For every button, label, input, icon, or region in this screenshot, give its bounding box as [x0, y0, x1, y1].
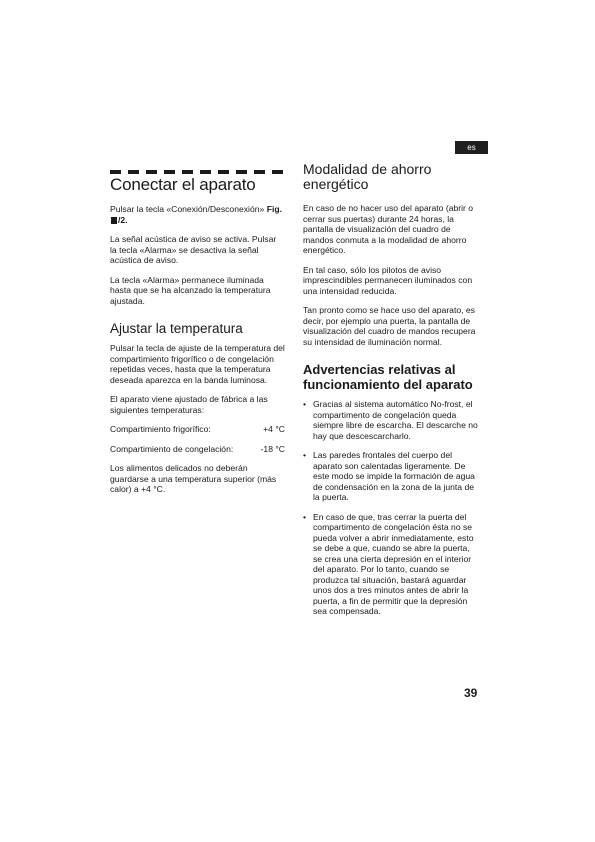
figure-number-box — [111, 217, 117, 224]
temperature-label: Compartimiento frigorífico: — [110, 424, 211, 434]
temperature-value: +4 °C — [263, 424, 285, 434]
temperature-label: Compartimiento de congelación: — [110, 443, 234, 454]
heading-connect-appliance: Conectar el aparato — [110, 175, 256, 194]
delicate-food-paragraph: Los alimentos delicados no deberán guardarse a una temperatura superior (más calor) a +4 °C. — [110, 463, 277, 494]
acoustic-signal-paragraph: La señal acústica de aviso se activa. Pulsar la tecla «Alarma» se desactiva la señal acústica de aviso. — [110, 234, 277, 265]
temperature-row-freezer — [110, 444, 285, 455]
connect-instruction — [110, 204, 285, 225]
list-item-text: En caso de que, tras cerrar la puerta del compartimento de congelación ésta no se pueda volver a abrir inmediatamente, esto se debe a que, cuando se abre la puerta, se crea una cierta depresión en el interior del aparato. Por lo tanto, cuando se produzca tal situación, bastará aguardar unos dos a tres minutos antes de abrir la puerta, a fin de permitir que la depresión sea compensada. — [313, 511, 474, 616]
list-item — [303, 450, 478, 503]
alarm-key-paragraph: La tecla «Alarma» permanece iluminada hasta que se ha alcanzado la temperatura ajustada. — [110, 274, 271, 306]
temperature-value: -18 °C — [260, 443, 285, 454]
list-item-text: Las paredes frontales del cuerpo del aparato son calentadas ligeramente. De este modo se impide la formación de agua de condensación en la zona de la junta de la puerta. — [313, 450, 475, 502]
bullet-icon: • — [303, 511, 307, 522]
warnings-list — [303, 399, 478, 617]
list-item — [303, 399, 478, 441]
right-column — [303, 162, 478, 626]
language-badge: es — [455, 141, 488, 154]
factory-settings-paragraph: El aparato viene ajustado de fábrica a las siguientes temperaturas: — [110, 394, 268, 415]
bullet-icon: • — [303, 399, 307, 409]
connect-instruction-text: Pulsar la tecla «Conexión/Desconexión» — [110, 204, 265, 214]
heading-adjust-temperature: Ajustar la temperatura — [110, 321, 243, 336]
section-separator-dashes — [110, 170, 283, 174]
energy-saving-paragraph-2: En tal caso, sólo los pilotos de aviso imprescindibles permanecen iluminados con una intensidad reducida. — [303, 264, 473, 296]
energy-saving-paragraph-3: Tan pronto como se hace uso del aparato, es decir, por ejemplo una puerta, la pantalla de visualización del cuadro de mandos recupera su intensidad de iluminación normal. — [303, 305, 476, 347]
heading-energy-saving: Modalidad de ahorro energético — [303, 161, 432, 192]
temperature-row-fridge — [110, 424, 285, 435]
figure-number: /2. — [118, 214, 128, 225]
adjust-temperature-paragraph: Pulsar la tecla de ajuste de la temperatura del compartimiento frigorífico o de congelación repetidas veces, hasta que la temperatura deseada aparezca en la banda luminosa. — [110, 343, 285, 385]
list-item-text: Gracias al sistema automático No-frost, el compartimento de congelación queda siempre libre de escarcha. El descarche no hay que descescarcharlo. — [313, 399, 478, 441]
figure-label: Fig. — [266, 204, 282, 214]
energy-saving-paragraph-1: En caso de no hacer uso del aparato (abrir o cerrar sus puertas) durante 24 horas, la pantalla de visualización del cuadro de mandos conmuta a la modalidad de ahorro energético. — [303, 203, 474, 255]
list-item — [303, 512, 478, 617]
left-column — [110, 175, 285, 504]
bullet-icon: • — [303, 450, 307, 460]
heading-operation-warnings: Advertencias relativas al funcionamiento del aparato — [303, 362, 473, 392]
page-number: 39 — [464, 686, 478, 700]
